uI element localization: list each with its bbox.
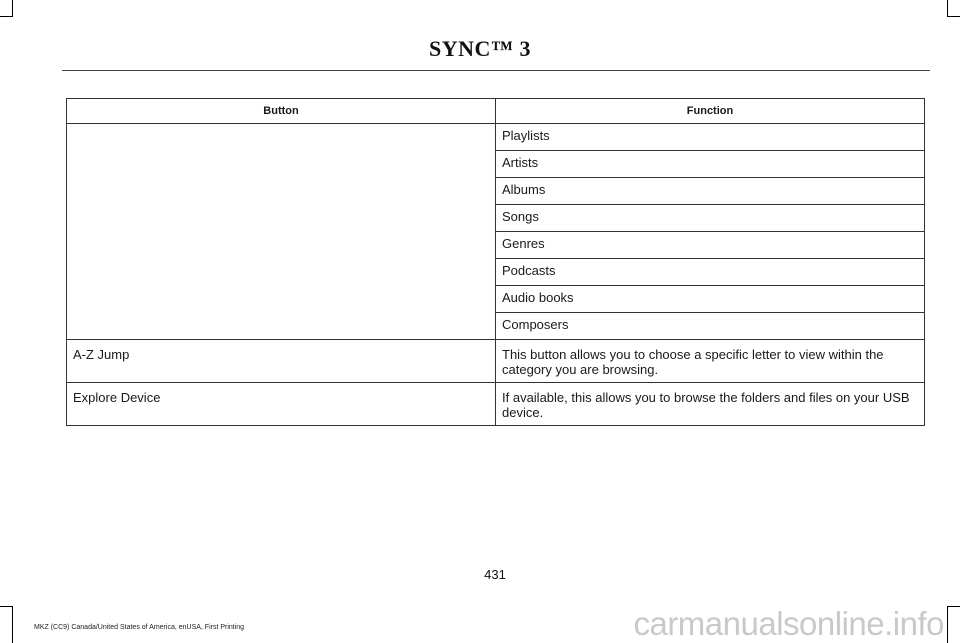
function-cell: Playlists: [496, 124, 925, 151]
button-cell: Explore Device: [67, 383, 496, 426]
watermark: carmanualsonline.info: [633, 605, 944, 642]
printing-info: MKZ (CC9) Canada/United States of America, enUSA, First Printing: [34, 624, 245, 631]
crop-mark-bottom-right-v: [947, 607, 948, 643]
table-row: [67, 340, 925, 383]
function-cell: Podcasts: [496, 259, 925, 286]
function-cell: Artists: [496, 151, 925, 178]
function-cell: This button allows you to choose a specific letter to view within the category you are browsing.: [496, 340, 925, 383]
function-cell: If available, this allows you to browse the folders and files on your USB device.: [496, 383, 925, 426]
function-cell: Genres: [496, 232, 925, 259]
crop-mark-bottom-left-h: [0, 606, 13, 607]
column-header-button: Button: [67, 99, 496, 124]
button-cell-empty: [67, 124, 496, 340]
function-cell: Composers: [496, 313, 925, 340]
function-cell: Audio books: [496, 286, 925, 313]
header-divider: [62, 70, 930, 71]
function-cell: Albums: [496, 178, 925, 205]
crop-mark-bottom-right-h: [947, 606, 960, 607]
table-row: [67, 124, 925, 151]
crop-mark-top-left-h: [0, 16, 13, 17]
button-function-table: [66, 98, 925, 426]
page-title: SYNC™ 3: [429, 36, 531, 61]
column-header-function: Function: [496, 99, 925, 124]
page-number: 431: [484, 567, 506, 582]
table-row: [67, 383, 925, 426]
function-cell: Songs: [496, 205, 925, 232]
table-header-row: [67, 99, 925, 124]
crop-mark-top-left-v: [12, 0, 13, 16]
crop-mark-top-right-v: [947, 0, 948, 16]
crop-mark-top-right-h: [947, 16, 960, 17]
button-cell: A-Z Jump: [67, 340, 496, 383]
crop-mark-bottom-left-v: [12, 607, 13, 643]
